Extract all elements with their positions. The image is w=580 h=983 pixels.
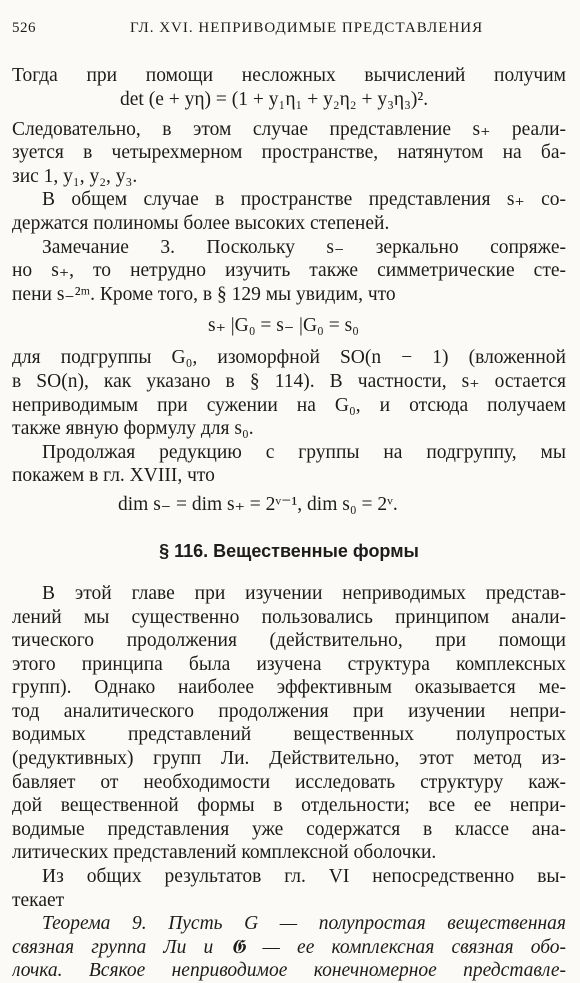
text-line: этого принципа была изучена структура комплексных: [12, 653, 566, 675]
formula-dim: dim s₋ = dim s₊ = 2ᵛ⁻¹, dim s₀ = 2ᵛ.: [118, 493, 398, 515]
text-line: В этой главе при изучении неприводимых представ-: [42, 582, 566, 604]
text-line: дой вещественной формы в отдельности; все ее непри-: [12, 795, 566, 817]
formula-restriction: s₊ |G₀ = s₋ |G₀ = s₀: [208, 315, 359, 337]
text-line: литических представлений комплексной оболочки.: [12, 842, 437, 864]
text-line: групп). Однако наиболее эффективным оказывается ме-: [12, 677, 566, 699]
remark-3-line: Замечание 3. Поскольку s₋ зеркально сопряже-: [42, 236, 566, 258]
theorem-line: связная группа Ли и 𝕲 — ее комплексная связная обо-: [12, 936, 566, 958]
text-line: тического продолжения (действительно, при помощи: [12, 630, 566, 652]
text-line: держатся полиномы более высоких степеней.: [12, 212, 390, 234]
formula-det: det (e + yη) = (1 + y₁η₁ + y₂η₂ + y₃η₃)².: [120, 88, 429, 110]
text-line: зис 1, y₁, y₂, y₃.: [12, 165, 138, 187]
text-line: в SO(n), как указано в § 114). В частности, s₊ остается: [12, 370, 566, 392]
page-number: 526: [12, 20, 36, 36]
text-line: Продолжая редукцию с группы на подгруппу, мы: [42, 441, 566, 463]
text-line: но s₊, то нетрудно изучить также симметрические сте-: [12, 260, 566, 282]
text-line: водимые представления уже содержатся в классе ана-: [12, 818, 566, 840]
text-line: покажем в гл. XVIII, что: [12, 465, 215, 487]
running-header: [12, 20, 566, 44]
running-title: ГЛ. XVI. НЕПРИВОДИМЫЕ ПРЕДСТАВЛЕНИЯ: [130, 20, 484, 36]
text-line: Тогда при помощи несложных вычислений получим: [12, 65, 566, 86]
text-line: текает: [12, 889, 65, 911]
theorem-line: лочка. Всякое неприводимое конечномерное представле-: [12, 960, 566, 982]
text-line: водимых представлений вещественных полупростых: [12, 724, 566, 746]
text-line: неприводимым при сужении на G₀, и отсюда получаем: [12, 394, 566, 416]
page-body: [12, 64, 566, 983]
text-line: Из общих результатов гл. VI непосредственно вы-: [42, 866, 566, 888]
text-line: (редуктивных) групп Ли. Действительно, этот метод из-: [12, 748, 566, 770]
text-line: лений мы существенно пользовались принципом анали-: [12, 606, 566, 628]
text-line: тод аналитического продолжения при изучении непри-: [12, 700, 566, 722]
text-line: также явную формулу для s₀.: [12, 418, 254, 440]
text-line: В общем случае в пространстве представления s₊ со-: [42, 189, 566, 211]
section-heading: § 116. Вещественные формы: [159, 540, 419, 561]
theorem-9-line: Теорема 9. Пусть G — полупростая вещественная: [42, 913, 566, 935]
text-line: бавляет от необходимости исследовать структуру каж-: [12, 771, 566, 793]
text-line: для подгруппы G₀, изоморфной SO(n − 1) (вложенной: [12, 347, 566, 369]
text-line: зуется в четырехмерном пространстве, натянутом на ба-: [12, 142, 566, 164]
text-line: пени s₋²ᵐ. Кроме того, в § 129 мы увидим, что: [12, 283, 396, 305]
text-line: Следовательно, в этом случае представление s₊ реали-: [12, 118, 566, 140]
